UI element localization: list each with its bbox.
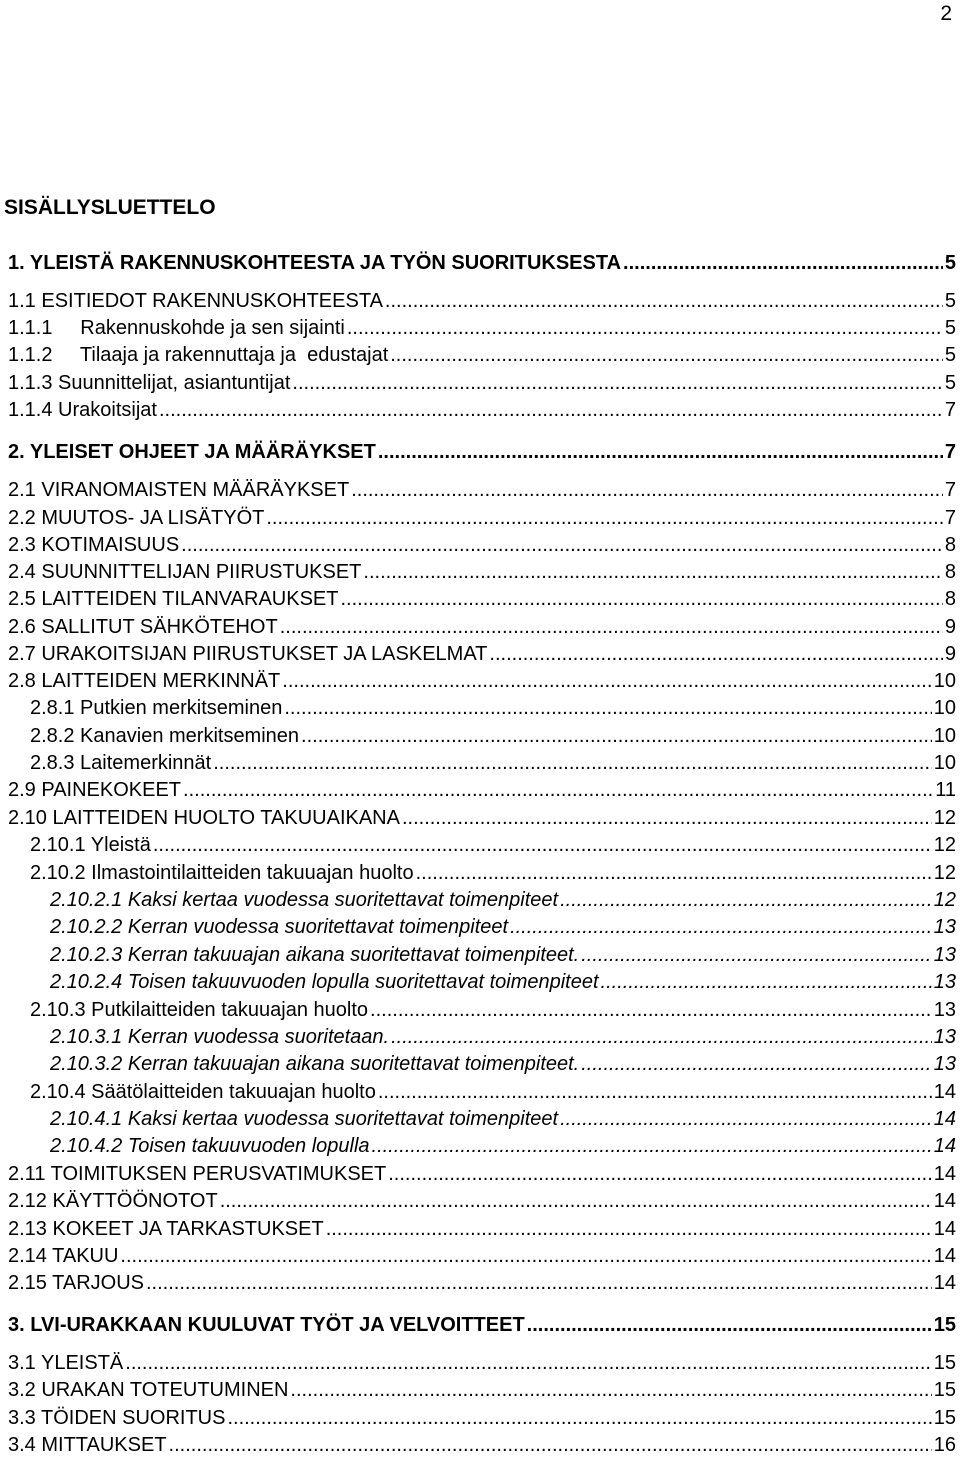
toc-entry[interactable] [30, 695, 956, 721]
toc-entry-page: 9 [944, 643, 956, 665]
toc-entry-page: 13 [933, 916, 956, 938]
toc-entry-page: 5 [944, 372, 956, 394]
dot-leader [527, 1312, 932, 1338]
toc-entry[interactable] [30, 860, 956, 886]
toc-entry-label: 1.1 ESITIEDOT RAKENNUSKOHTEESTA [8, 290, 383, 312]
toc-entry-page: 12 [933, 807, 956, 829]
dot-leader [146, 1270, 932, 1296]
toc-entry[interactable] [8, 1350, 956, 1376]
toc-entry-label: 2.15 TARJOUS [8, 1272, 144, 1294]
dot-leader [378, 439, 943, 465]
toc-entry[interactable] [8, 1161, 956, 1187]
toc-entry[interactable] [8, 315, 956, 341]
dot-leader [159, 397, 943, 423]
dot-leader [183, 777, 933, 803]
toc-entry[interactable] [50, 1051, 956, 1077]
toc-entry[interactable] [50, 1106, 956, 1132]
toc-entry-label: 2.10.3 Putkilaitteiden takuuajan huolto [30, 999, 369, 1021]
dot-leader [292, 370, 942, 396]
toc-entry-page: 13 [933, 1026, 956, 1048]
toc-entry-label: 2.14 TAKUU [8, 1245, 119, 1267]
toc-entry[interactable] [50, 1024, 956, 1050]
toc-entry[interactable] [50, 914, 956, 940]
toc-entry-label: 2.10.2.3 Kerran takuuajan aikana suoritettavat toimenpiteet. [50, 944, 580, 966]
dot-leader [370, 997, 932, 1023]
toc-entry-label: 2.10.3.1 Kerran vuodessa suoritetaan. [50, 1026, 390, 1048]
toc-entry[interactable] [8, 1377, 956, 1403]
toc-entry-label: 3.2 URAKAN TOTEUTUMINEN [8, 1379, 289, 1401]
toc-entry-label: 2.8.1 Putkien merkitseminen [30, 697, 283, 719]
dot-leader [390, 342, 943, 368]
dot-leader [402, 805, 932, 831]
toc-entry-page: 11 [935, 779, 956, 801]
toc-entry-label: 2.13 KOKEET JA TARKASTUKSET [8, 1218, 324, 1240]
dot-leader [388, 1161, 932, 1187]
toc-entry[interactable] [30, 832, 956, 858]
toc-entry-label: 2.8.2 Kanavien merkitseminen [30, 725, 300, 747]
toc-entry[interactable] [30, 997, 956, 1023]
toc-entry-label: 1.1.1 Rakennuskohde ja sen sijainti [8, 317, 345, 339]
toc-entry[interactable] [8, 250, 956, 276]
toc-entry-label: 3.3 TÖIDEN SUORITUS [8, 1407, 226, 1429]
dot-leader [340, 586, 942, 612]
page-number: 2 [940, 2, 952, 25]
toc-entry-label: 2.10.2.1 Kaksi kertaa vuodessa suoritettavat toimenpiteet [50, 889, 559, 911]
toc-entry-label: 2.9 PAINEKOKEET [8, 779, 182, 801]
toc-entry-page: 15 [933, 1352, 956, 1374]
toc-entry-page: 13 [933, 1053, 956, 1075]
toc-entry[interactable] [50, 942, 956, 968]
dot-leader [416, 860, 932, 886]
dot-leader [153, 832, 932, 858]
toc-entry-label: 2.10.1 Yleistä [30, 834, 151, 856]
toc-entry-label: 3.4 MITTAUKSET [8, 1434, 167, 1456]
toc-entry-page: 10 [933, 752, 956, 774]
toc-entry-page: 7 [944, 479, 956, 501]
toc-entry[interactable] [8, 1432, 956, 1458]
toc-entry[interactable] [30, 1079, 956, 1105]
dot-leader [623, 250, 943, 276]
toc-entry-page: 15 [933, 1379, 956, 1401]
toc-entry-label: 1.1.2 Tilaaja ja rakennuttaja ja edustajat [8, 344, 389, 366]
toc-entry-label: 1.1.3 Suunnittelijat, asiantuntijat [8, 372, 291, 394]
toc-entry[interactable] [8, 1405, 956, 1431]
toc-entry-page: 8 [944, 588, 956, 610]
toc-entry[interactable] [30, 723, 956, 749]
dot-leader [220, 1188, 932, 1214]
toc-entry-page: 14 [933, 1190, 956, 1212]
dot-leader [227, 1405, 931, 1431]
toc-entry-label: 2.3 KOTIMAISUUS [8, 534, 180, 556]
toc-entry-page: 14 [933, 1081, 956, 1103]
toc-entry-label: 3. LVI-URAKKAAN KUULUVAT TYÖT JA VELVOITTEET [8, 1314, 525, 1336]
dot-leader [282, 668, 931, 694]
dot-leader [326, 1216, 932, 1242]
toc-entry[interactable] [8, 477, 956, 503]
toc-entry-label: 2.11 TOIMITUKSEN PERUSVATIMUKSET [8, 1163, 387, 1185]
toc-entry-label: 1.1.4 Urakoitsijat [8, 399, 157, 421]
toc-entry-label: 2.1 VIRANOMAISTEN MÄÄRÄYKSET [8, 479, 350, 501]
toc-entry-page: 10 [933, 670, 956, 692]
dot-leader [601, 969, 932, 995]
toc-entry-page: 14 [933, 1218, 956, 1240]
dot-leader [372, 1133, 932, 1159]
toc-entry-label: 2.4 SUUNNITTELIJAN PIIRUSTUKSET [8, 561, 362, 583]
toc-entry-label: 2.5 LAITTEIDEN TILANVARAUKSET [8, 588, 339, 610]
dot-leader [347, 315, 943, 341]
dot-leader [266, 505, 943, 531]
toc-entry-page: 16 [933, 1434, 956, 1456]
toc-entry-page: 5 [944, 344, 956, 366]
dot-leader [378, 1079, 932, 1105]
dot-leader [284, 695, 931, 721]
dot-leader [169, 1432, 932, 1458]
toc-entry[interactable] [8, 614, 956, 640]
toc-entry[interactable] [50, 887, 956, 913]
dot-leader [581, 1051, 932, 1077]
toc-entry[interactable] [8, 805, 956, 831]
toc-entry-label: 2.8.3 Laitemerkinnät [30, 752, 212, 774]
toc-entry-label: 2.10.2.2 Kerran vuodessa suoritettavat toimenpiteet [50, 916, 509, 938]
toc-entry-page: 15 [933, 1314, 956, 1336]
toc-entry[interactable] [30, 750, 956, 776]
dot-leader [510, 914, 932, 940]
dot-leader [213, 750, 932, 776]
toc-entry[interactable] [8, 505, 956, 531]
toc-entry-page: 7 [944, 507, 956, 529]
dot-leader [290, 1377, 931, 1403]
toc-entry-label: 2.10.4.2 Toisen takuuvuoden lopulla [50, 1135, 370, 1157]
toc-entry-page: 13 [933, 944, 956, 966]
toc-entry-label: 2.10.4.1 Kaksi kertaa vuodessa suoritettavat toimenpiteet [50, 1108, 559, 1130]
toc-entry[interactable] [8, 1216, 956, 1242]
toc-entry-page: 12 [933, 834, 956, 856]
toc-entry[interactable] [8, 342, 956, 368]
dot-leader [120, 1243, 931, 1269]
toc-entry-page: 14 [933, 1245, 956, 1267]
toc-entry-page: 14 [933, 1108, 956, 1130]
toc-entry-page: 8 [944, 534, 956, 556]
toc-entry-label: 2.10 LAITTEIDEN HUOLTO TAKUUAIKANA [8, 807, 400, 829]
dot-leader [301, 723, 932, 749]
toc-entry-page: 14 [933, 1163, 956, 1185]
dot-leader [363, 559, 942, 585]
toc-entry-page: 15 [933, 1407, 956, 1429]
toc-entry[interactable] [8, 777, 956, 803]
toc-entry[interactable] [8, 532, 956, 558]
toc-entry-page: 7 [944, 399, 956, 421]
toc-entry-page: 14 [933, 1272, 956, 1294]
toc-entry-page: 10 [933, 697, 956, 719]
toc-entry-page: 10 [933, 725, 956, 747]
dot-leader [181, 532, 943, 558]
toc-entry-label: 2.2 MUUTOS- JA LISÄTYÖT [8, 507, 265, 529]
toc-entry-label: 2.12 KÄYTTÖÖNOTOT [8, 1190, 218, 1212]
dot-leader [581, 942, 932, 968]
dot-leader [489, 641, 942, 667]
toc-entry[interactable] [8, 397, 956, 423]
toc-entry[interactable] [8, 1312, 956, 1338]
toc-entry[interactable] [8, 1270, 956, 1296]
toc-entry-label: 2.10.4 Säätölaitteiden takuuajan huolto [30, 1081, 376, 1103]
dot-leader [351, 477, 943, 503]
toc-entry[interactable] [8, 439, 956, 465]
toc-entry-page: 8 [944, 561, 956, 583]
dot-leader [560, 1106, 932, 1132]
toc-entry-label: 3.1 YLEISTÄ [8, 1352, 124, 1374]
toc-entry[interactable] [8, 668, 956, 694]
dot-leader [385, 288, 943, 314]
dot-leader [560, 887, 932, 913]
toc-entry[interactable] [50, 1133, 956, 1159]
toc-entry-label: 2. YLEISET OHJEET JA MÄÄRÄYKSET [8, 441, 376, 463]
toc-title: SISÄLLYSLUETTELO [4, 196, 216, 219]
dot-leader [391, 1024, 932, 1050]
toc-entry[interactable] [8, 586, 956, 612]
toc-entry[interactable] [8, 641, 956, 667]
toc-entry[interactable] [50, 969, 956, 995]
toc-entry-label: 2.6 SALLITUT SÄHKÖTEHOT [8, 616, 278, 638]
toc-entry-page: 5 [944, 290, 956, 312]
toc-entry-label: 1. YLEISTÄ RAKENNUSKOHTEESTA JA TYÖN SUORITUKSESTA [8, 252, 622, 274]
toc-entry-page: 12 [933, 862, 956, 884]
toc-entry-label: 2.10.2.4 Toisen takuuvuoden lopulla suoritettavat toimenpiteet [50, 971, 599, 993]
toc-entry[interactable] [8, 288, 956, 314]
toc-entry-page: 7 [944, 441, 956, 463]
toc-entry[interactable] [8, 1243, 956, 1269]
toc-entry-page: 13 [933, 999, 956, 1021]
toc-entry-label: 2.10.2 Ilmastointilaitteiden takuuajan huolto [30, 862, 414, 884]
toc-entry[interactable] [8, 559, 956, 585]
toc-entry[interactable] [8, 370, 956, 396]
toc-entry-label: 2.10.3.2 Kerran takuuajan aikana suoritettavat toimenpiteet. [50, 1053, 580, 1075]
toc-entry-page: 9 [944, 616, 956, 638]
toc-entry-label: 2.7 URAKOITSIJAN PIIRUSTUKSET JA LASKELMAT [8, 643, 488, 665]
toc-entry[interactable] [8, 1188, 956, 1214]
toc-entry-page: 5 [944, 252, 956, 274]
dot-leader [125, 1350, 931, 1376]
dot-leader [280, 614, 943, 640]
toc-entry-page: 12 [933, 889, 956, 911]
toc-entry-page: 13 [933, 971, 956, 993]
toc-entry-page: 5 [944, 317, 956, 339]
toc-entry-label: 2.8 LAITTEIDEN MERKINNÄT [8, 670, 281, 692]
toc-entry-page: 14 [933, 1135, 956, 1157]
